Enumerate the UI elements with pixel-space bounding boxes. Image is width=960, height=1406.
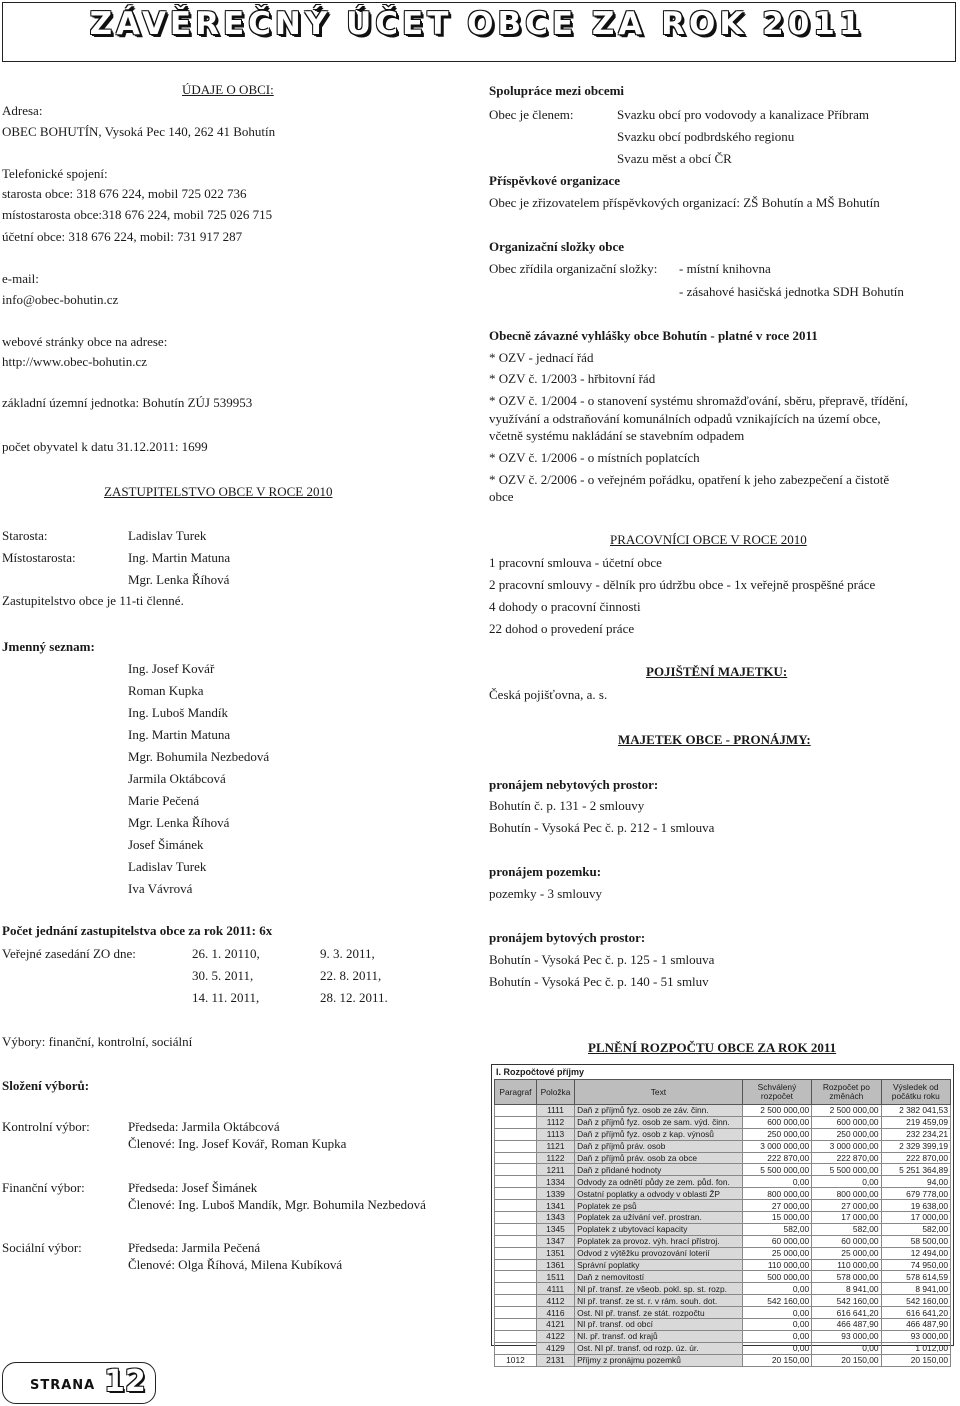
table-cell: 600 000,00 [812,1116,881,1128]
committee-members: Členové: Ing. Josef Kovář, Roman Kupka [128,1136,347,1151]
table-cell: NI př. transf. ze všeob. pokl. sp. st. rozp. [575,1283,743,1295]
mistostarosta-label: Místostarosta: [2,550,76,565]
slozky-item: - místní knihovna [679,261,771,276]
col-header: Výsledek od počátku roku [881,1080,950,1105]
vyhlaska-line: využívání a odstraňování komunálních odpadů vznikajících na území obce, [489,411,881,426]
table-cell: 500 000,00 [742,1271,811,1283]
table-cell: Daň z příjmů fyz. osob z kap. výnosů [575,1128,743,1140]
col-header: Paragraf [495,1080,537,1105]
table-cell: 110 000,00 [742,1259,811,1271]
table-cell: 27 000,00 [812,1200,881,1212]
table-row [495,1235,951,1247]
pracovnici-title: PRACOVNÍCI OBCE V ROCE 2010 [610,532,807,547]
table-cell: 0,00 [812,1176,881,1188]
table-cell [495,1283,537,1295]
table-cell: 679 778,00 [881,1188,950,1200]
vyhlaska-line: * OZV - jednací řád [489,350,594,365]
budget-section-title: I. Rozpočtové příjmy [496,1067,585,1077]
col-header: Položka [536,1080,574,1105]
table-cell: 250 000,00 [742,1128,811,1140]
zasedani-date: 26. 1. 20110, [192,946,260,961]
table-cell: Poplatek za užívání veř. prostran. [575,1212,743,1224]
table-cell: 2 500 000,00 [812,1105,881,1117]
table-cell: 800 000,00 [742,1188,811,1200]
table-cell: 3 000 000,00 [812,1140,881,1152]
table-cell: 1334 [536,1176,574,1188]
slozeni-title: Složení výborů: [2,1078,90,1093]
pozemky-line: pozemky - 3 smlouvy [489,886,603,901]
member-name: Ing. Martin Matuna [128,727,231,742]
table-cell: 17 000,00 [881,1212,950,1224]
table-cell: 1 012,00 [881,1342,950,1354]
pracovnici-line: 2 pracovní smlouvy - dělník pro údržbu obce - 1x veřejně prospěšné práce [489,577,876,592]
slozky-label: Obec zřídila organizační složky: [489,261,658,276]
vyhlaska-line: * OZV č. 2/2006 - o veřejném pořádku, opatření k jeho zabezpečení a čistotě [489,472,890,487]
zasedani-date: 9. 3. 2011, [320,946,375,961]
committee-members: Členové: Ing. Luboš Mandík, Mgr. Bohumila Nezbedová [128,1197,426,1212]
table-cell: 2131 [536,1354,574,1366]
table-cell: Poplatek za provoz. výh. hrací přístroj. [575,1235,743,1247]
table-cell: 19 638,00 [881,1200,950,1212]
web-link[interactable]: http://www.obec-bohutin.cz [2,354,148,369]
table-cell: NI. př. transf. od krajů [575,1330,743,1342]
committee-members: Členové: Olga Říhová, Milena Kubíková [128,1257,343,1272]
bytove-line: Bohutín - Vysoká Pec č. p. 125 - 1 smlouva [489,952,715,967]
table-cell: 60 000,00 [812,1235,881,1247]
table-row [495,1342,951,1354]
nebytove-title: pronájem nebytových prostor: [489,777,659,792]
web-label: webové stránky obce na adrese: [2,334,168,349]
clenem-item: Svazku obcí podbrdského regionu [617,129,795,144]
table-cell: 4129 [536,1342,574,1354]
table-cell: 25 000,00 [812,1247,881,1259]
table-cell [495,1319,537,1331]
table-cell: 5 500 000,00 [742,1164,811,1176]
table-cell: Ostatní poplatky a odvody v oblasti ŽP [575,1188,743,1200]
starosta-value: Ladislav Turek [128,528,207,543]
member-name: Iva Vávrová [128,881,193,896]
table-row [495,1307,951,1319]
table-row [495,1283,951,1295]
table-cell: Poplatek ze psů [575,1200,743,1212]
table-cell [495,1212,537,1224]
member-name: Mgr. Bohumila Nezbedová [128,749,270,764]
table-cell: 0,00 [812,1342,881,1354]
committee-name: Finanční výbor: [2,1180,85,1195]
member-name: Ing. Josef Kovář [128,661,215,676]
table-row [495,1247,951,1259]
table-cell: 0,00 [742,1283,811,1295]
member-name: Roman Kupka [128,683,204,698]
table-row [495,1319,951,1331]
table-cell: 582,00 [812,1223,881,1235]
table-cell: Správní poplatky [575,1259,743,1271]
adresa-value: OBEC BOHUTÍN, Vysoká Pec 140, 262 41 Bohutín [2,124,276,139]
zasedani-date: 28. 12. 2011. [320,990,388,1005]
table-row [495,1105,951,1117]
vyhlaska-line: * OZV č. 1/2006 - o místních poplatcích [489,450,700,465]
table-cell [495,1307,537,1319]
clenem-label: Obec je členem: [489,107,574,122]
prispevkove-text: Obec je zřizovatelem příspěvkových organizací: ZŠ Bohutín a MŠ Bohutín [489,195,880,210]
member-name: Ladislav Turek [128,859,207,874]
budget-table [494,1079,951,1367]
table-cell: 222 870,00 [812,1152,881,1164]
table-cell: Ost. NI př. transf. ze stát. rozpočtu [575,1307,743,1319]
committee-chair: Předseda: Josef Šimánek [128,1180,258,1195]
zasedani-date: 22. 8. 2011, [320,968,382,983]
table-row [495,1223,951,1235]
table-cell: 1121 [536,1140,574,1152]
table-cell: 232 234,21 [881,1128,950,1140]
table-cell: Ost. NI př. transf. od rozp. úz. úr. [575,1342,743,1354]
table-cell: 578 000,00 [812,1271,881,1283]
table-cell: 12 494,00 [881,1247,950,1259]
pojisteni-title: POJIŠTĚNÍ MAJETKU: [646,664,788,679]
table-cell [495,1235,537,1247]
table-cell [495,1330,537,1342]
member-name: Mgr. Lenka Říhová [128,815,230,830]
table-cell [495,1259,537,1271]
zasedani-label: Veřejné zasedání ZO dne: [2,946,136,961]
table-cell [495,1271,537,1283]
table-row [495,1354,951,1366]
pracovnici-line: 1 pracovní smlouva - účetní obce [489,555,662,570]
tel-label: Telefonické spojení: [2,166,108,181]
page-label: STRANA [30,1378,96,1393]
table-row [495,1330,951,1342]
table-cell: 222 870,00 [742,1152,811,1164]
table-cell: 1345 [536,1223,574,1235]
table-cell: 60 000,00 [742,1235,811,1247]
clenne-text: Zastupitelstvo obce je 11-ti členné. [2,593,184,608]
jednani-title: Počet jednání zastupitelstva obce za rok 2011: 6x [2,923,273,938]
zuj-text: základní územní jednotka: Bohutín ZÚJ 539953 [2,395,253,410]
nebytove-line: Bohutín - Vysoká Pec č. p. 212 - 1 smlouva [489,820,715,835]
vybory-text: Výbory: finanční, kontrolní, sociální [2,1034,193,1049]
table-cell: 17 000,00 [812,1212,881,1224]
vyhlaska-line: včetně systému nakládání se stavebním odpadem [489,428,745,443]
pojistovna-text: Česká pojišťovna, a. s. [489,687,608,702]
table-cell: 1347 [536,1235,574,1247]
committee-chair: Předseda: Jarmila Pečená [128,1240,261,1255]
zasedani-date: 30. 5. 2011, [192,968,254,983]
mistostarosta-value: Ing. Martin Matuna [128,550,231,565]
table-cell: Daň z příjmů práv. osob [575,1140,743,1152]
table-cell [495,1152,537,1164]
vyhlasky-title: Obecně závazné vyhlášky obce Bohutín - platné v roce 2011 [489,328,818,343]
table-cell [495,1140,537,1152]
table-cell [495,1223,537,1235]
table-cell: 582,00 [742,1223,811,1235]
table-cell: 0,00 [742,1319,811,1331]
bytove-line: Bohutín - Vysoká Pec č. p. 140 - 51 smluv [489,974,709,989]
table-cell: 2 500 000,00 [742,1105,811,1117]
mistostarosta-value: Mgr. Lenka Říhová [128,572,230,587]
table-cell [495,1176,537,1188]
table-cell: 1112 [536,1116,574,1128]
table-cell: 578 614,59 [881,1271,950,1283]
adresa-label: Adresa: [2,103,43,118]
table-cell: Odvod z výtěžku provozování loterií [575,1247,743,1259]
table-cell: 4116 [536,1307,574,1319]
population-text: počet obyvatel k datu 31.12.2011: 1699 [2,439,208,454]
table-cell [495,1200,537,1212]
table-cell: Daň z příjmů práv. osob za obce [575,1152,743,1164]
table-cell: 0,00 [742,1330,811,1342]
table-cell: 4121 [536,1319,574,1331]
table-cell: 74 950,00 [881,1259,950,1271]
table-row [495,1188,951,1200]
table-cell: 616 641,20 [812,1307,881,1319]
table-cell: Daň z přidané hodnoty [575,1164,743,1176]
table-cell: 1211 [536,1164,574,1176]
table-row [495,1152,951,1164]
table-cell: 0,00 [742,1176,811,1188]
table-cell: 466 487,90 [812,1319,881,1331]
page-title: ZÁVĚREČNÝ ÚČET OBCE ZA ROK 2011 [89,6,865,42]
pracovnici-line: 4 dohody o pracovní činnosti [489,599,641,614]
table-cell: Poplatek z ubytovací kapacity [575,1223,743,1235]
table-cell: 466 487,90 [881,1319,950,1331]
table-cell: Daň z příjmů fyz. osob ze záv. činn. [575,1105,743,1117]
table-cell: 1511 [536,1271,574,1283]
vyhlaska-line: obce [489,489,514,504]
majetek-title: MAJETEK OBCE - PRONÁJMY: [618,732,811,747]
table-cell: 1341 [536,1200,574,1212]
table-cell: 20 150,00 [881,1354,950,1366]
table-cell: 8 941,00 [812,1283,881,1295]
table-cell: Příjmy z pronájmu pozemků [575,1354,743,1366]
vyhlaska-line: * OZV č. 1/2004 - o stanovení systému shromažďování, sběru, přepravě, třídění, [489,393,909,408]
clenem-item: Svazku obcí pro vodovody a kanalizace Příbram [617,107,869,122]
table-cell: Daň z nemovitostí [575,1271,743,1283]
table-cell: 222 870,00 [881,1152,950,1164]
zasedani-date: 14. 11. 2011, [192,990,260,1005]
table-cell: 4111 [536,1283,574,1295]
table-cell: 4122 [536,1330,574,1342]
seznam-label: Jmenný seznam: [2,639,95,654]
table-cell: 5 500 000,00 [812,1164,881,1176]
tel-line: účetní obce: 318 676 224, mobil: 731 917 287 [2,229,243,244]
slozky-item: - zásahové hasičská jednotka SDH Bohutín [679,284,904,299]
table-cell [495,1164,537,1176]
table-row [495,1200,951,1212]
nebytove-line: Bohutín č. p. 131 - 2 smlouvy [489,798,645,813]
page-number: 12 [104,1364,146,1399]
table-cell [495,1342,537,1354]
table-cell [495,1116,537,1128]
member-name: Josef Šimánek [128,837,204,852]
budget-table-image [491,1064,954,1366]
starosta-label: Starosta: [2,528,48,543]
table-cell: Odvody za odnětí půdy ze zem. půd. fon. [575,1176,743,1188]
table-cell: NI př. transf. od obcí [575,1319,743,1331]
table-cell: 2 329 399,19 [881,1140,950,1152]
table-cell: 542 160,00 [812,1295,881,1307]
table-cell: 1012 [495,1354,537,1366]
col-header: Schválený rozpočet [742,1080,811,1105]
clenem-item: Svazu měst a obcí ČR [617,151,732,166]
table-cell: 800 000,00 [812,1188,881,1200]
table-cell: 219 459,09 [881,1116,950,1128]
table-cell: 1113 [536,1128,574,1140]
table-cell: 20 150,00 [812,1354,881,1366]
table-row [495,1116,951,1128]
table-row [495,1140,951,1152]
table-cell: 4112 [536,1295,574,1307]
slozky-title: Organizační složky obce [489,239,625,254]
table-cell: 616 641,20 [881,1307,950,1319]
table-cell: Daň z příjmů fyz. osob ze sam. výd. činn. [575,1116,743,1128]
member-name: Ing. Luboš Mandík [128,705,229,720]
table-cell [495,1105,537,1117]
table-cell: 250 000,00 [812,1128,881,1140]
pracovnici-line: 22 dohod o provedení práce [489,621,635,636]
table-row [495,1164,951,1176]
tel-line: starosta obce: 318 676 224, mobil 725 022 736 [2,186,247,201]
table-cell: 8 941,00 [881,1283,950,1295]
table-row [495,1271,951,1283]
table-cell [495,1295,537,1307]
table-cell: 1122 [536,1152,574,1164]
table-cell: 1351 [536,1247,574,1259]
table-cell: 3 000 000,00 [742,1140,811,1152]
prispevkove-title: Příspěvkové organizace [489,173,621,188]
table-cell: 1343 [536,1212,574,1224]
vyhlaska-line: * OZV č. 1/2003 - hřbitovní řád [489,371,656,386]
member-name: Jarmila Oktábcová [128,771,226,786]
email-link[interactable]: info@obec-bohutin.cz [2,292,119,307]
committee-name: Kontrolní výbor: [2,1119,90,1134]
email-label: e-mail: [2,271,39,286]
table-cell: 2 382 041,53 [881,1105,950,1117]
table-cell: 58 500,00 [881,1235,950,1247]
table-cell: 27 000,00 [742,1200,811,1212]
table-cell: NI př. transf. ze st. r. v rám. souh. dot. [575,1295,743,1307]
table-cell: 542 160,00 [881,1295,950,1307]
table-row [495,1176,951,1188]
table-cell [495,1188,537,1200]
table-cell: 1111 [536,1105,574,1117]
table-cell: 15 000,00 [742,1212,811,1224]
table-cell [495,1247,537,1259]
table-cell: 110 000,00 [812,1259,881,1271]
table-cell: 25 000,00 [742,1247,811,1259]
table-cell: 0,00 [742,1307,811,1319]
spoluprace-title: Spolupráce mezi obcemi [489,83,625,98]
table-cell: 1361 [536,1259,574,1271]
table-cell: 94,00 [881,1176,950,1188]
col-header: Rozpočet po změnách [812,1080,881,1105]
committee-name: Sociální výbor: [2,1240,82,1255]
table-cell: 582,00 [881,1223,950,1235]
table-cell: 5 251 364,89 [881,1164,950,1176]
table-cell: 1339 [536,1188,574,1200]
table-cell [495,1128,537,1140]
table-row [495,1259,951,1271]
udaje-title: ÚDAJE O OBCI: [182,82,274,97]
table-cell: 93 000,00 [812,1330,881,1342]
col-header: Text [575,1080,743,1105]
table-row [495,1295,951,1307]
pozemky-title: pronájem pozemku: [489,864,602,879]
bytove-title: pronájem bytových prostor: [489,930,646,945]
plneni-title: PLNĚNÍ ROZPOČTU OBCE ZA ROK 2011 [588,1040,837,1055]
table-cell: 93 000,00 [881,1330,950,1342]
member-name: Marie Pečená [128,793,200,808]
table-cell: 0,00 [742,1342,811,1354]
table-cell: 600 000,00 [742,1116,811,1128]
table-cell: 542 160,00 [742,1295,811,1307]
tel-line: místostarosta obce:318 676 224, mobil 725 026 715 [2,207,273,222]
zastupitelstvo-title: ZASTUPITELSTVO OBCE V ROCE 2010 [104,484,333,499]
table-cell: 20 150,00 [742,1354,811,1366]
table-row [495,1128,951,1140]
committee-chair: Předseda: Jarmila Oktábcová [128,1119,280,1134]
table-row [495,1212,951,1224]
